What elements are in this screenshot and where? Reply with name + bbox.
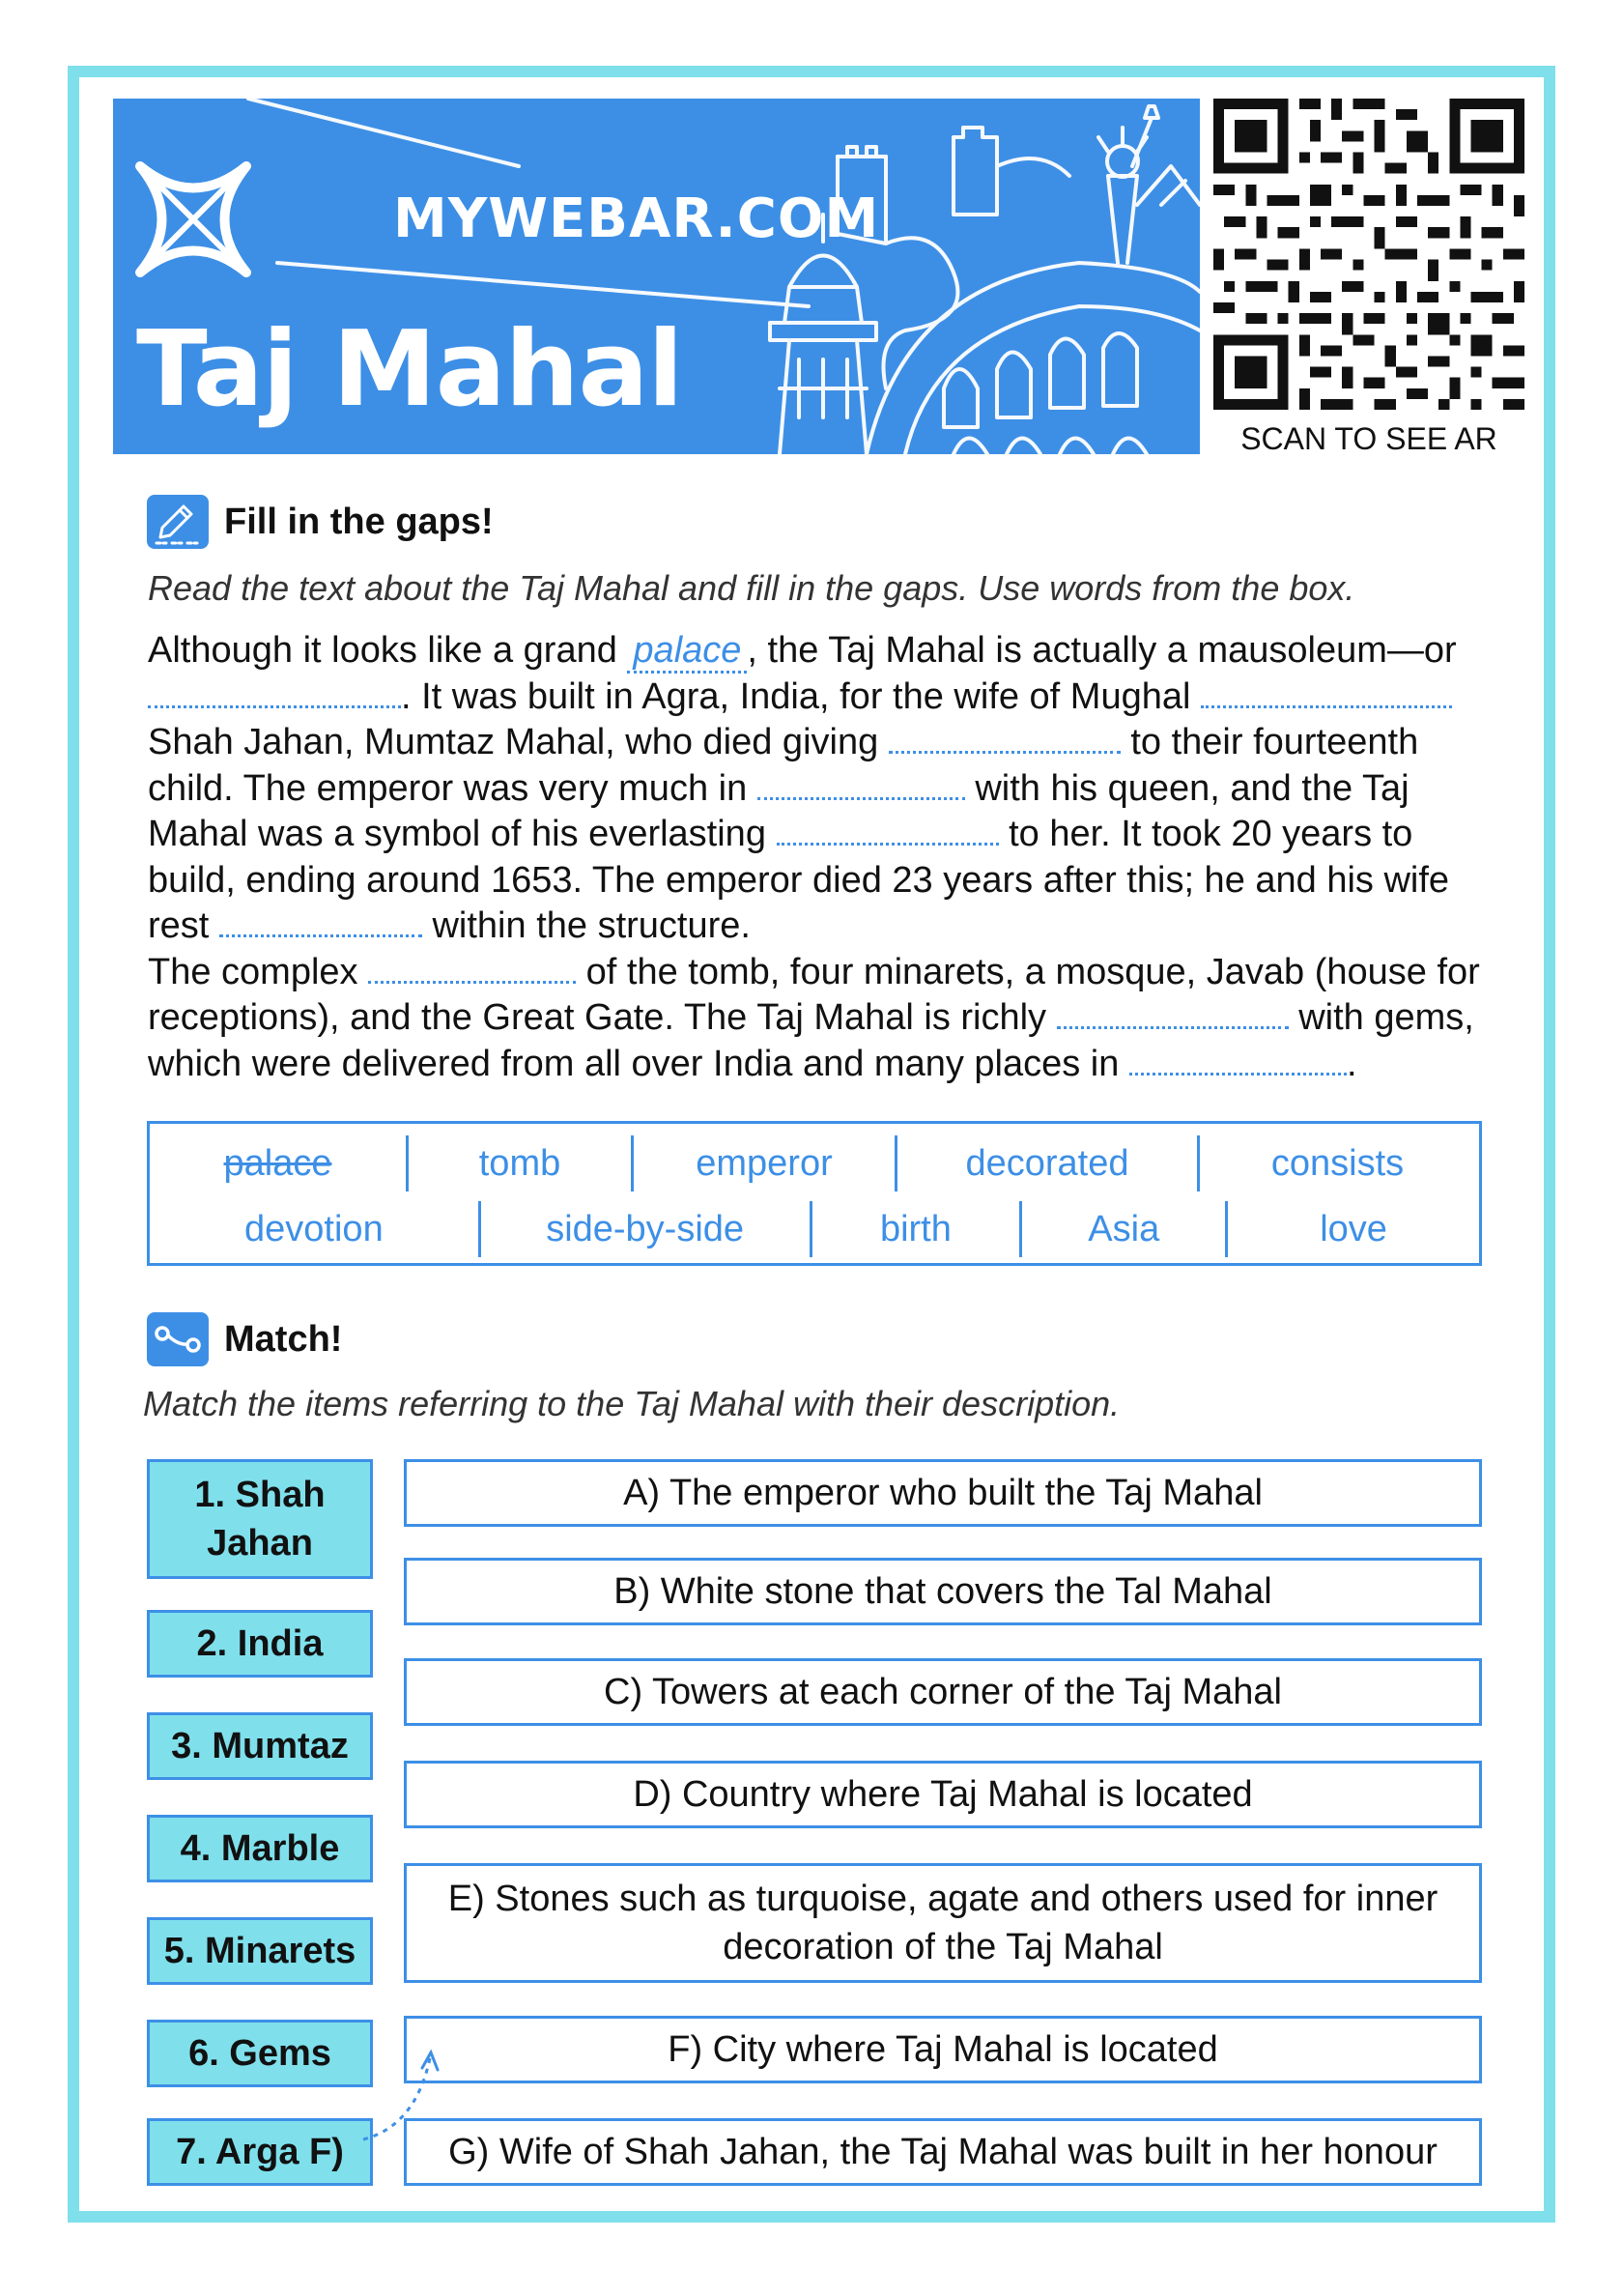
word-bank-item[interactable]: decorated xyxy=(965,1142,1129,1184)
passage-text: . It was built in Agra, India, for the wife of Mughal xyxy=(401,675,1191,717)
passage-text: with his queen, and the Taj Mahal was a symbol of his everlasting xyxy=(148,767,1409,854)
match-item-6[interactable]: 6. Gems xyxy=(147,2020,373,2087)
passage-text: , the Taj Mahal is actually a mausoleum—or xyxy=(747,630,1457,671)
match-section-instruction: Match the items referring to the Taj Mahal with their description. xyxy=(143,1384,1121,1423)
match-item-1[interactable]: 1. Shah Jahan xyxy=(147,1459,373,1579)
match-description-a[interactable]: A) The emperor who built the Taj Mahal xyxy=(404,1459,1482,1527)
word-bank-item[interactable]: emperor xyxy=(696,1142,833,1184)
match-item-3[interactable]: 3. Mumtaz xyxy=(147,1712,373,1780)
gap-blank-4[interactable] xyxy=(757,767,965,800)
word-bank-item[interactable]: tomb xyxy=(478,1142,561,1184)
page-title: Taj Mahal xyxy=(136,309,683,430)
word-bank-item[interactable]: side-by-side xyxy=(546,1208,745,1249)
qr-code-icon xyxy=(1213,99,1524,410)
match-item-2[interactable]: 2. India xyxy=(147,1610,373,1678)
gap-blank-3[interactable] xyxy=(889,721,1121,754)
brand-name: MYWEBAR.COM xyxy=(393,187,880,250)
passage-text: within the structure. xyxy=(432,905,751,946)
match-description-d[interactable]: D) Country where Taj Mahal is located xyxy=(404,1761,1482,1828)
example-answer: palace xyxy=(627,630,747,674)
passage-text: of the tomb, four minarets, a mosque, Javab (house for receptions), and the Great Gate. The Taj Mahal is richly xyxy=(148,951,1480,1038)
match-description-c[interactable]: C) Towers at each corner of the Taj Mahal xyxy=(404,1658,1482,1726)
pencil-ruler-icon xyxy=(147,495,209,549)
brand-logo-icon xyxy=(130,157,256,282)
word-bank-item[interactable]: consists xyxy=(1270,1142,1405,1184)
gap-blank-5[interactable] xyxy=(777,813,999,846)
match-description-g[interactable]: G) Wife of Shah Jahan, the Taj Mahal was built in her honour xyxy=(404,2118,1482,2186)
passage-text: with gems, which were delivered from all over India and many places in xyxy=(148,997,1474,1084)
passage-text: Shah Jahan, Mumtaz Mahal, who died giving xyxy=(148,722,879,762)
header-banner xyxy=(113,99,1200,454)
passage-text: to their fourteenth child. The emperor was very much in xyxy=(148,722,1419,809)
word-bank-row-1 xyxy=(150,1132,1479,1195)
fill-section-heading: Fill in the gaps! xyxy=(224,502,494,542)
gap-fill-passage xyxy=(148,628,1500,1087)
qr-caption: SCAN TO SEE AR xyxy=(1240,421,1497,456)
match-description-b[interactable]: B) White stone that covers the Tal Mahal xyxy=(404,1558,1482,1625)
word-bank-item[interactable]: Asia xyxy=(1088,1208,1160,1249)
match-item-5[interactable]: 5. Minarets xyxy=(147,1917,373,1985)
word-bank-row-2 xyxy=(150,1197,1479,1261)
gap-blank-8[interactable] xyxy=(1057,996,1289,1029)
gap-blank-2[interactable] xyxy=(1201,675,1452,708)
fill-section-instruction: Read the text about the Taj Mahal and fill in the gaps. Use words from the box. xyxy=(148,568,1355,608)
word-bank xyxy=(147,1121,1482,1266)
word-bank-item[interactable]: palace xyxy=(223,1142,332,1184)
match-description-f[interactable]: F) City where Taj Mahal is located xyxy=(404,2016,1482,2083)
passage-text: to her. It took 20 years to build, ending around 1653. The emperor died 23 years after this; he and his wife rest xyxy=(148,814,1450,946)
word-bank-item[interactable]: devotion xyxy=(244,1208,384,1249)
gap-blank-7[interactable] xyxy=(368,951,576,984)
match-item-4[interactable]: 4. Marble xyxy=(147,1815,373,1882)
gap-blank-9[interactable] xyxy=(1129,1043,1347,1076)
passage-text: Although it looks like a grand xyxy=(148,630,617,671)
match-description-e[interactable]: E) Stones such as turquoise, agate and others used for inner decoration of the Taj Mahal xyxy=(404,1863,1482,1983)
gap-blank-1[interactable] xyxy=(148,675,401,708)
word-bank-item[interactable]: birth xyxy=(879,1208,952,1249)
word-bank-item[interactable]: love xyxy=(1320,1208,1387,1249)
gap-blank-6[interactable] xyxy=(219,904,422,937)
passage-text: . xyxy=(1346,1043,1357,1084)
connect-nodes-icon xyxy=(147,1312,209,1366)
passage-text: The complex xyxy=(148,951,358,992)
match-section-heading: Match! xyxy=(224,1319,343,1360)
match-item-7[interactable]: 7. Arga F) xyxy=(147,2118,373,2186)
